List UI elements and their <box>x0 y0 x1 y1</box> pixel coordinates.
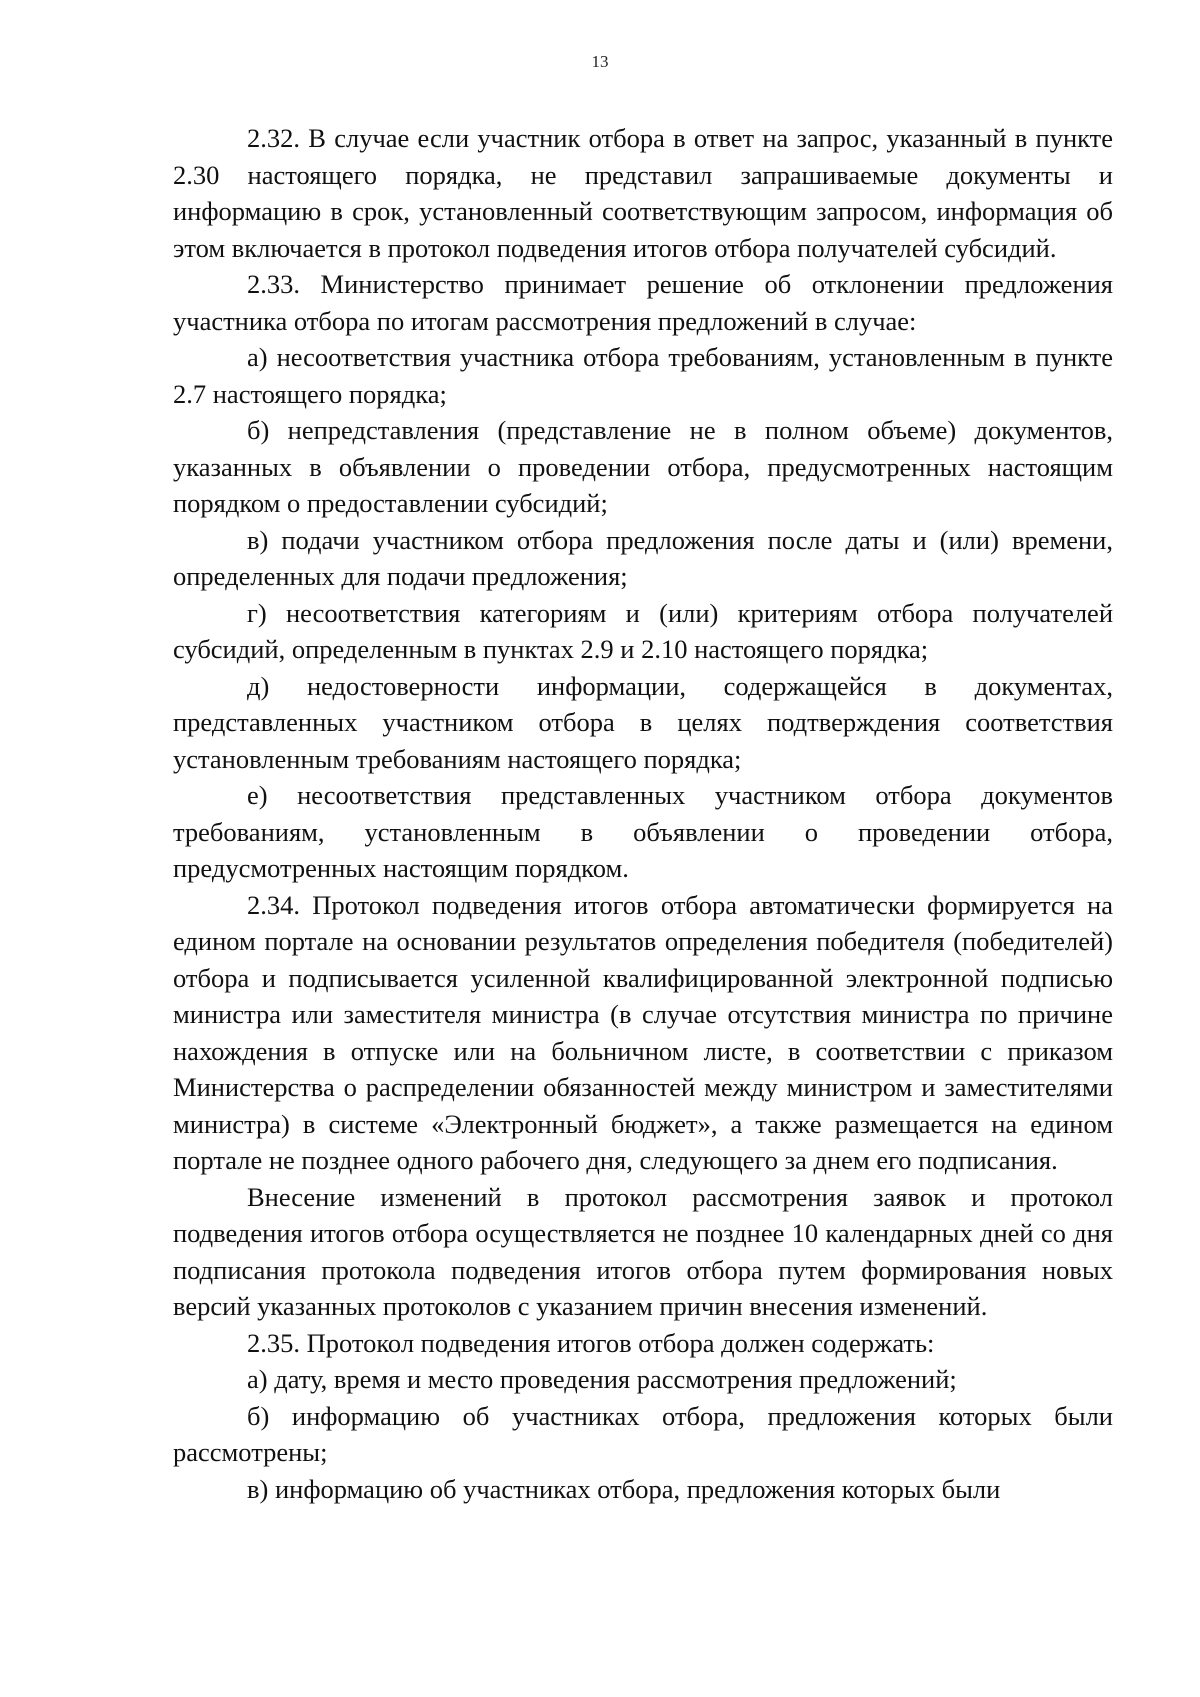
paragraph-2-33-v: в) подачи участником отбора предложения после даты и (или) времени, определенных для подачи предложения; <box>173 524 1113 591</box>
paragraph-2-35-v: в) информацию об участниках отбора, предложения которых были <box>247 1473 1001 1504</box>
paragraph-2-32: 2.32. В случае если участник отбора в ответ на запрос, указанный в пункте 2.30 настоящего порядка, не представил запрашиваемые документы и информацию в срок, установленный соответствующим запросом, информация об этом включается в протокол подведения итогов отбора получателей субсидий. <box>173 123 1113 263</box>
paragraph-2-35-a: а) дату, время и место проведения рассмотрения предложений; <box>247 1364 957 1394</box>
paragraph-2-34: 2.34. Протокол подведения итогов отбора автоматически формируется на едином портале на основании результатов определения победителя (победителей) отбора и подписывается усиленной квалифицированной электронной подписью министра или заместителя министра (в случае отсутствия министра по причине нахождения в отпуске или на больничном листе, в соответствии с приказом Министерства о распределении обязанностей между министром и заместителями министра) в системе «Электронный бюджет», а также размещается на едином портале не позднее одного рабочего дня, следующего за днем его подписания. <box>173 889 1113 1175</box>
paragraph-2-35: 2.35. Протокол подведения итогов отбора должен содержать: <box>247 1327 935 1358</box>
paragraph-2-33: 2.33. Министерство принимает решение об отклонении предложения участника отбора по итогам рассмотрения предложений в случае: <box>173 269 1113 336</box>
paragraph-2-35-b: б) информацию об участниках отбора, предложения которых были рассмотрены; <box>173 1400 1113 1467</box>
paragraph-2-33-b: б) непредставления (представление не в полном объеме) документов, указанных в объявлении о проведении отбора, предусмотренных настоящим порядком о предоставлении субсидий; <box>173 415 1113 518</box>
paragraph-2-33-a: а) несоответствия участника отбора требованиям, установленным в пункте 2.7 настоящего порядка; <box>173 342 1113 409</box>
paragraph-2-34-amendments: Внесение изменений в протокол рассмотрения заявок и протокол подведения итогов отбора осуществляется не позднее 10 календарных дней со дня подписания протокола подведения итогов отбора путем формирования новых версий указанных протоколов с указанием причин внесения изменений. <box>173 1181 1113 1321</box>
paragraph-2-33-e: е) несоответствия представленных участником отбора документов требованиям, установленным в объявлении о проведении отбора, предусмотренных настоящим порядком. <box>173 780 1113 883</box>
paragraph-2-33-g: г) несоответствия категориям и (или) критериям отбора получателей субсидий, определенным в пунктах 2.9 и 2.10 настоящего порядка; <box>173 597 1113 664</box>
paragraph-2-33-d: д) недостоверности информации, содержащейся в документах, представленных участником отбора в целях подтверждения соответствия установленным требованиям настоящего порядка; <box>173 670 1113 774</box>
page-number: 13 <box>591 52 609 71</box>
document-body <box>173 120 1113 1507</box>
